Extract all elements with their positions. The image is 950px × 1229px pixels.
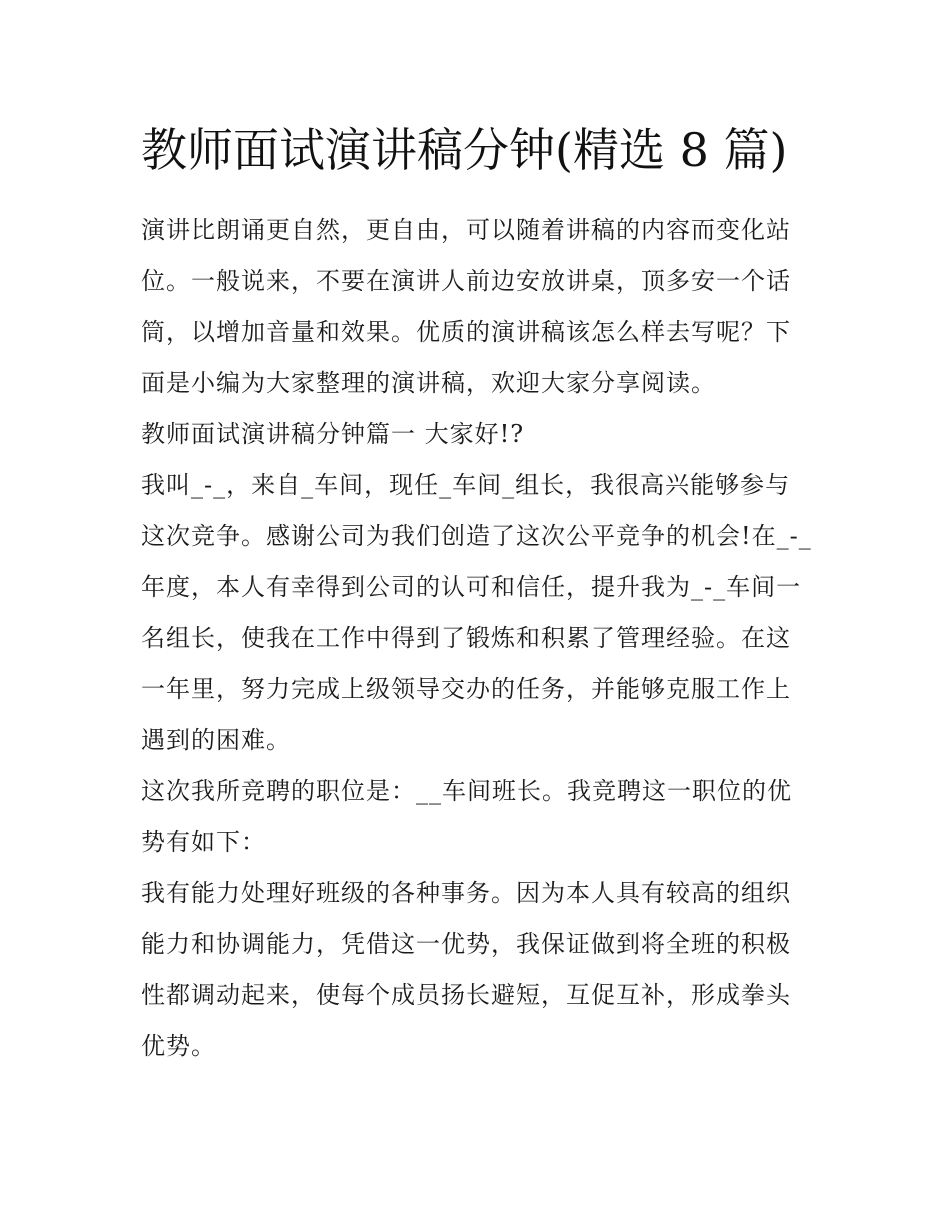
section-heading-paragraph: 教师面试演讲稿分钟篇一 大家好!? — [141, 420, 525, 448]
self-introduction-paragraph: 我叫_-_，来自_车间，现任_车间_组长，我很高兴能够参与这次竞争。感谢公司为我们创造了这次公平竞争的机会!在_-_年度，本人有幸得到公司的认可和信任，提升我为_-_车间一名组长，使我在工作中得到了锻炼和积累了管理经验。在这一年里，努力完成上级领导交办的任务，并能够克服工作上遇到的困难。 — [141, 471, 812, 754]
document-body — [141, 112, 813, 1072]
document-title: 教师面试演讲稿分钟(精选 8 篇) — [141, 123, 788, 177]
ability-paragraph: 我有能力处理好班级的各种事务。因为本人具有较高的组织能力和协调能力，凭借这一优势，我保证做到将全班的积极性都调动起来，使每个成员扬长避短，互促互补，形成拳头优势。 — [141, 879, 791, 1060]
position-paragraph: 这次我所竞聘的职位是：__车间班长。我竞聘这一职位的优势有如下： — [141, 777, 792, 856]
intro-paragraph: 演讲比朗诵更自然，更自由，可以随着讲稿的内容而变化站位。一般说来，不要在演讲人前边安放讲桌，顶多安一个话筒，以增加音量和效果。优质的演讲稿该怎么样去写呢？下面是小编为大家整理的演讲稿，欢迎大家分享阅读。 — [141, 216, 791, 397]
